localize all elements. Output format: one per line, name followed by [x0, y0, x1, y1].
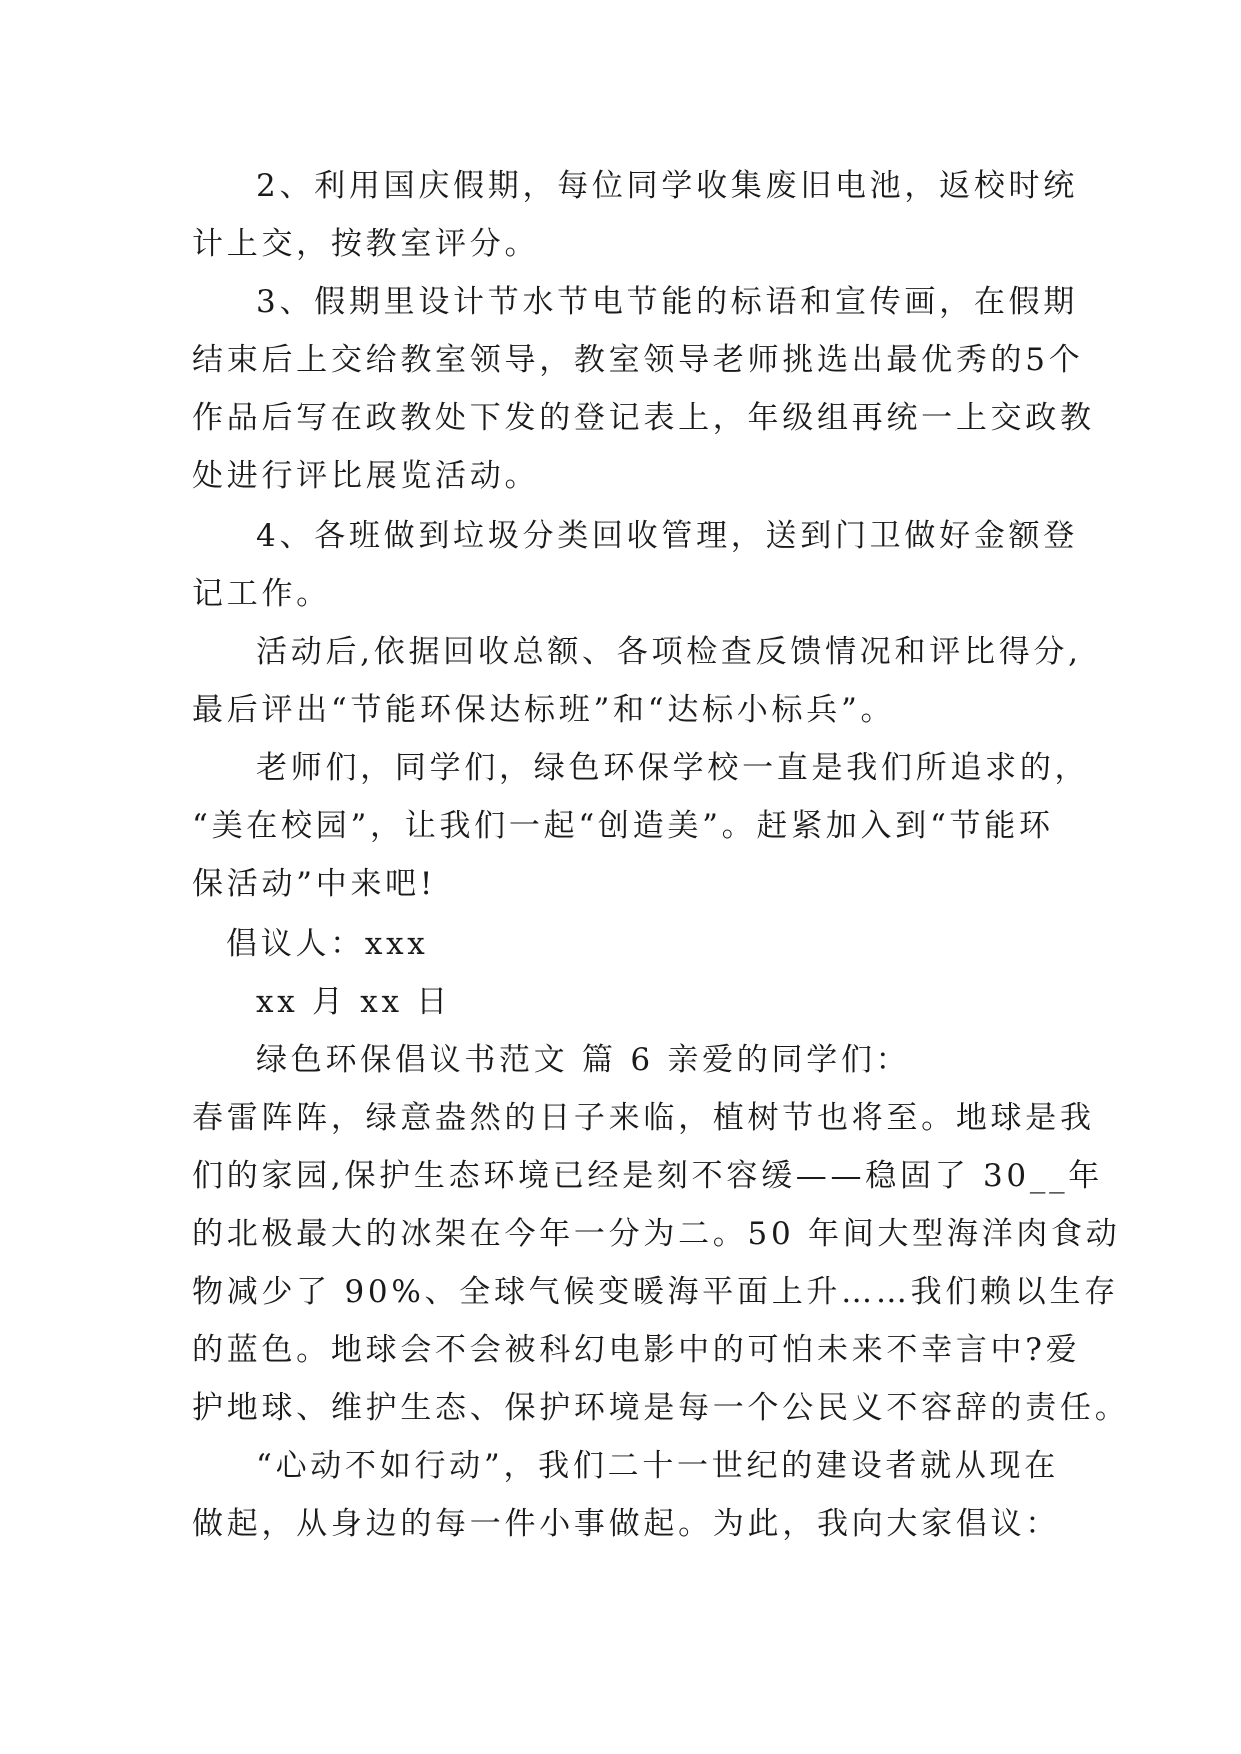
paragraph-line: 3、假期里设计节水节电节能的标语和宣传画，在假期: [256, 284, 1079, 320]
paragraph-line: “心动不如行动”，我们二十一世纪的建设者就从现在: [256, 1448, 1059, 1484]
paragraph-line: “美在校园”，让我们一起“创造美”。赶紧加入到“节能环: [192, 808, 1054, 844]
paragraph-line: 物减少了 90%、全球气候变暖海平面上升……我们赖以生存: [192, 1274, 1119, 1310]
signature-line: 倡议人：xxx: [226, 926, 429, 962]
paragraph-line: 4、各班做到垃圾分类回收管理，送到门卫做好金额登: [256, 518, 1079, 554]
paragraph-line: 计上交，按教室评分。: [192, 226, 540, 262]
paragraph-line: 结束后上交给教室领导，教室领导老师挑选出最优秀的5个: [192, 342, 1084, 378]
paragraph-line: 记工作。: [192, 576, 331, 612]
paragraph-line: 作品后写在政教处下发的登记表上，年级组再统一上交政教: [192, 400, 1095, 436]
paragraph-line: 做起，从身边的每一件小事做起。为此，我向大家倡议：: [192, 1506, 1060, 1542]
date-line: xx 月 xx 日: [256, 984, 451, 1020]
paragraph-line: 春雷阵阵，绿意盎然的日子来临，植树节也将至。地球是我: [192, 1100, 1095, 1136]
paragraph-line: 的蓝色。地球会不会被科幻电影中的可怕未来不幸言中?爱: [192, 1332, 1081, 1368]
paragraph-line: 老师们，同学们，绿色环保学校一直是我们所追求的，: [256, 750, 1090, 786]
paragraph-line: 2、利用国庆假期，每位同学收集废旧电池，返校时统: [256, 168, 1079, 204]
paragraph-line: 最后评出“节能环保达标班”和“达标小标兵”。: [192, 692, 896, 728]
section-heading: 绿色环保倡议书范文 篇 6 亲爱的同学们：: [256, 1042, 911, 1078]
paragraph-line: 护地球、维护生态、保护环境是每一个公民义不容辞的责任。: [192, 1390, 1130, 1426]
paragraph-line: 活动后,依据回收总额、各项检查反馈情况和评比得分,: [256, 634, 1082, 670]
paragraph-line: 保活动”中来吧!: [192, 866, 437, 902]
paragraph-line: 处进行评比展览活动。: [192, 458, 540, 494]
paragraph-line: 们的家园,保护生态环境已经是刻不容缓——稳固了 30__年: [192, 1158, 1104, 1194]
paragraph-line: 的北极最大的冰架在今年一分为二。50 年间大型海洋肉食动: [192, 1216, 1121, 1252]
